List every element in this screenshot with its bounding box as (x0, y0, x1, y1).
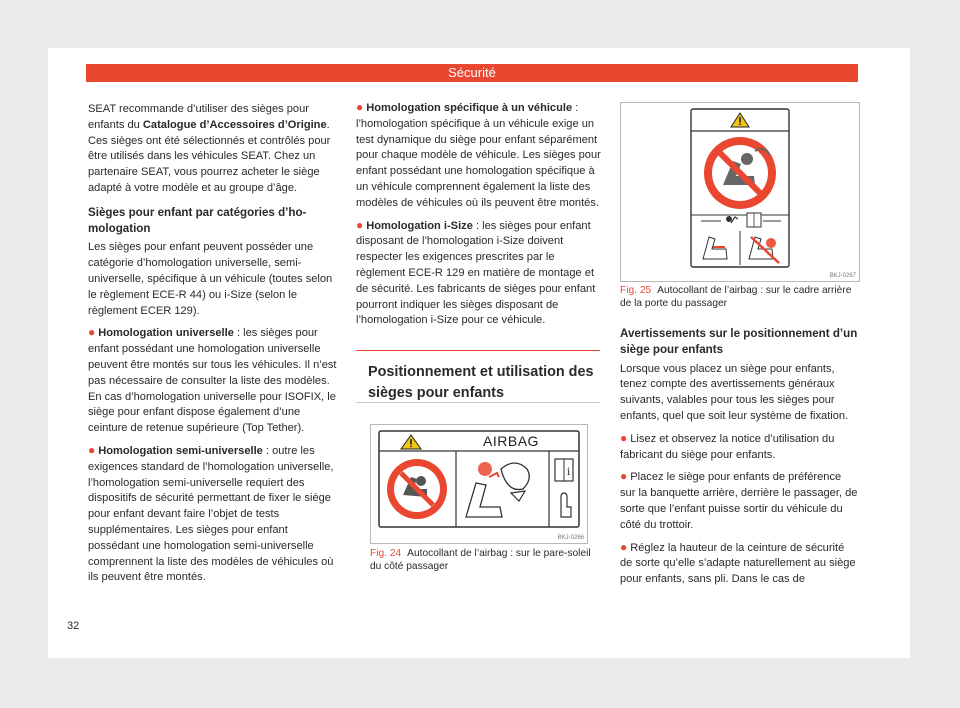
page-number: 32 (67, 620, 80, 632)
catalogue-link-text: Catalogue d’Accessoires d’Origine (142, 118, 327, 131)
caption-text: Autocollant de l’airbag : sur le pare-soleil du côté passager (370, 548, 591, 573)
bullet-title: Homologation universelle (98, 327, 234, 340)
svg-text:i: i (567, 467, 571, 478)
subheading-categories: Sièges pour enfant par catégories d’homologation (88, 205, 307, 235)
figure-label: Fig. 25 (620, 285, 652, 296)
bullet-title: Homologation spécifique à un véhicule (366, 102, 573, 114)
caption-text: Autocollant de l’airbag : sur le cadre arrière de la porte du passager (620, 285, 852, 310)
bullet-icon: ● (88, 442, 96, 457)
column-2 (356, 100, 602, 335)
section-title: Positionnement et utilisation des sièges pour enfants (368, 364, 594, 401)
bullet-text: Lisez et observez la notice d’utilisation du fabricant du siège pour enfants. (620, 432, 835, 461)
airbag-sticker-image (371, 425, 587, 543)
no-rear-facing-seat-icon (387, 459, 447, 519)
column-1 (88, 102, 342, 592)
bullet-text: Placez le siège pour enfants de préférence sur la banquette arrière, derrière le passager, de sorte que l’enfant puisse sortir du véhicule du côté du trottoir. (620, 471, 858, 531)
warnings-paragraph: Lorsque vous placez un siège pour enfants, tenez compte des avertissements généraux suivants, valables pour tous les sièges pour enfants, quel que soit leur système de fixation. (620, 362, 849, 422)
bullet-title: Homologation i-Size (366, 219, 473, 232)
bullet-icon: ● (620, 469, 628, 484)
bullet-icon: ● (356, 217, 364, 232)
bullet-text: Réglez la hauteur de la ceinture de sécurité de sorte qu’elle s’adapte naturellement au siège pour enfants, sans pli. Dans le cas de (620, 541, 856, 586)
intro-text-c: . Ces sièges ont été sélectionnés et contrôlés pour être utilisés dans les véhicules SEAT. Chez un partenaire SEAT, vous pourrez acheter le siège adapté à votre modèle et au groupe d’âge. (88, 118, 331, 194)
bullet-icon: ● (620, 430, 628, 445)
section-rule-top (356, 350, 600, 351)
bullet-belt-height (620, 540, 858, 588)
categories-paragraph: Les sièges pour enfant peuvent posséder une catégorie d’homologation universelle, semi-universelle, spécifique à un véhicule (toutes selon le règlement ECE-R 44) ou i-Size (selon le règlement ECER 129). (88, 241, 333, 317)
bullet-icon: ● (620, 539, 628, 554)
bullet-semi-universal (88, 443, 342, 586)
door-sticker-image (621, 103, 859, 281)
bullet-rear-seat (620, 469, 858, 533)
figure-code: BKJ-0267 (829, 273, 856, 279)
section-rule-bottom (356, 402, 600, 403)
bullet-icon: ● (356, 100, 364, 114)
bullet-text: : les sièges pour enfant possédant une homologation universelle peuvent être montés sur tous les véhicules. Il n’est pas nécessaire de consulter la liste des modèles. En cas d’homologation universelle pour ISOFIX, le siège pour enfant dispose également d’une ceinture de retenue supérieure (Top Tether). (88, 327, 337, 435)
figure-24-airbag-sticker (370, 424, 588, 544)
figure-25-door-sticker (620, 102, 860, 282)
intro-text-a: SEAT recommande d’utiliser des sièges pour enfants du (88, 103, 309, 131)
no-rear-facing-seat-icon (704, 137, 776, 209)
bullet-vehicle-specific (356, 100, 602, 212)
bullet-universal (88, 325, 342, 437)
airbag-label: AIRBAG (483, 433, 539, 449)
figure-25-caption (620, 284, 858, 310)
bullet-text: : l’homologation spécifique à un véhicule exige un test dynamique du siège pour enfant séparément pour chaque modèle de véhicule. Les sièges pour enfant possédant une homologation spécifique à un véhicule comprennent également la liste des modèles de véhicules où ils peuvent être montés. (356, 102, 601, 209)
page-header: Sécurité (86, 64, 858, 82)
bullet-text: : les sièges pour enfant disposant de l’homologation i-Size doivent respecter les exigences prescrites par le règlement ECE-R 129 en matière de montage et de sécurité. Les fabricants de sièges pour enfant pourront indiquer les sièges disposant de l’homologation i-Size pour ce véhicule. (356, 219, 596, 327)
bullet-title: Homologation semi-universelle (98, 444, 263, 457)
bullet-icon: ● (88, 325, 96, 340)
bullet-text: : outre les exigences standard de l’homologation universelle, l’homologation semi-universelle requiert des dispositifs de sécurité permettant de fixer le siège pour enfant devant faire l’objet de tests supplémentaires. Les sièges pour enfant possédant une homologation semi-universelle comprennent la liste des modèles de véhicules où ils peuvent être montés. (88, 444, 334, 584)
subheading-warnings: Avertissements sur le positionnement d’un siège pour enfants (620, 327, 858, 356)
figure-label: Fig. 24 (370, 548, 402, 559)
column-3 (620, 310, 858, 594)
bullet-read-manual (620, 431, 858, 464)
bullet-isize (356, 218, 602, 330)
figure-24-caption (370, 547, 602, 573)
figure-code: BKJ-0266 (557, 535, 584, 541)
intro-paragraph (88, 102, 342, 197)
